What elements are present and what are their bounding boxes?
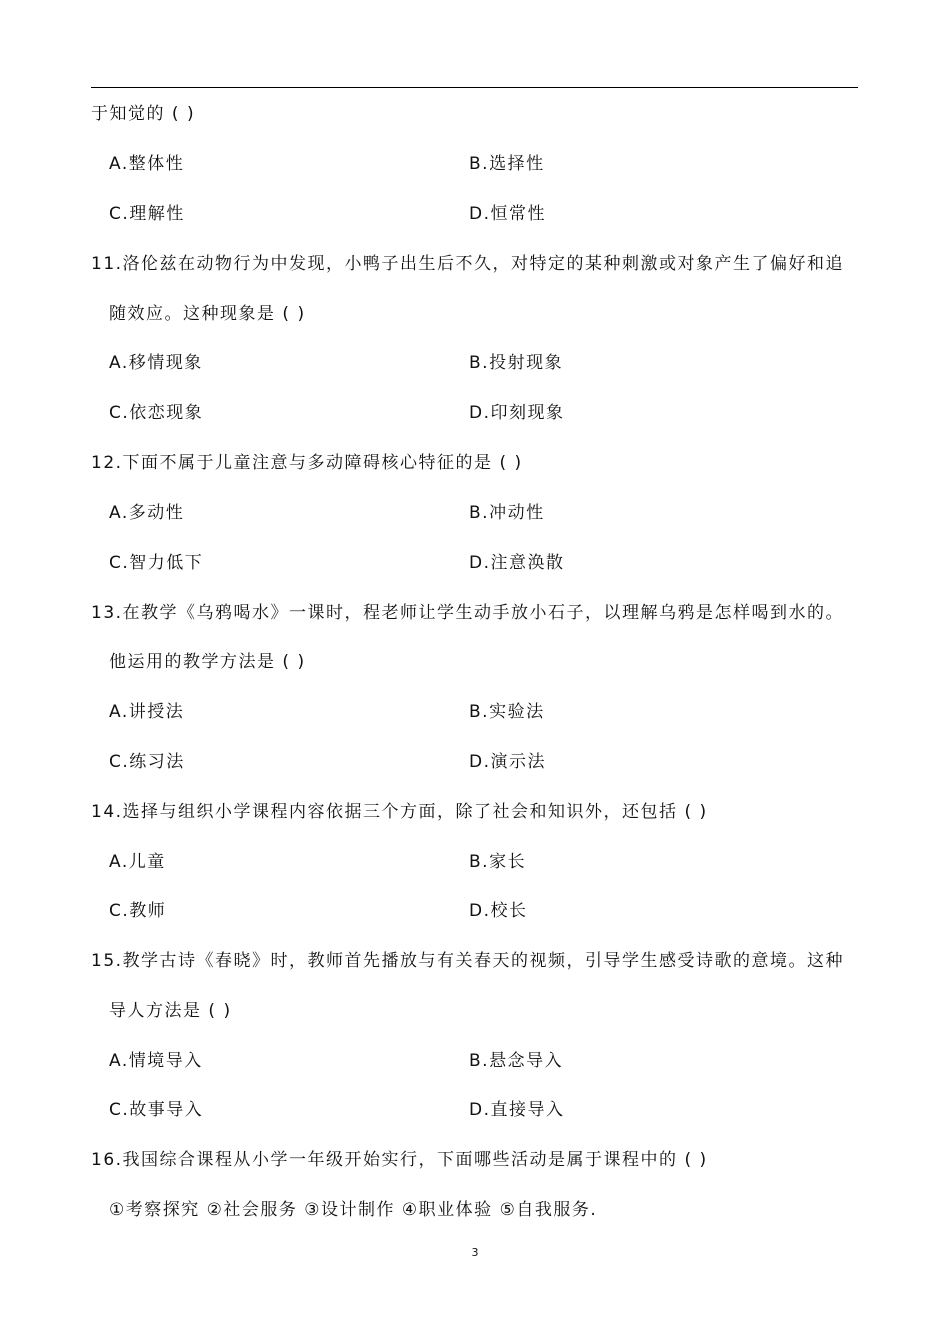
- q10-option-b: B.选择性: [469, 154, 545, 174]
- q10-option-d: D.恒常性: [469, 204, 546, 224]
- question-14-text: 14.选择与组织小学课程内容依据三个方面，除了社会和知识外，还包括 ( ): [91, 802, 708, 822]
- question-10-continuation: 于知觉的 ( ): [91, 104, 196, 124]
- q14-option-c: C.教师: [109, 901, 167, 921]
- question-11-text-cont: 随效应。这种现象是 ( ): [109, 304, 306, 324]
- q13-option-b: B.实验法: [469, 702, 545, 722]
- question-13-text-cont: 他运用的教学方法是 ( ): [109, 652, 306, 672]
- q13-option-a: A.讲授法: [109, 702, 185, 722]
- page-number: 3: [471, 1246, 479, 1259]
- q14-option-b: B.家长: [469, 852, 527, 872]
- q14-option-d: D.校长: [469, 901, 528, 921]
- q15-option-c: C.故事导入: [109, 1100, 204, 1120]
- q13-option-d: D.演示法: [469, 752, 546, 772]
- question-11-text: 11.洛伦兹在动物行为中发现，小鸭子出生后不久，对特定的某种刺激或对象产生了偏好和追: [91, 254, 845, 274]
- question-13-text: 13.在教学《乌鸦喝水》一课时，程老师让学生动手放小石子，以理解乌鸦是怎样喝到水的。: [91, 603, 845, 623]
- q11-option-c: C.依恋现象: [109, 403, 204, 423]
- q11-option-b: B.投射现象: [469, 353, 564, 373]
- q15-option-d: D.直接导入: [469, 1100, 565, 1120]
- q12-option-a: A.多动性: [109, 503, 185, 523]
- q13-option-c: C.练习法: [109, 752, 185, 772]
- q12-option-b: B.冲动性: [469, 503, 545, 523]
- q11-option-d: D.印刻现象: [469, 403, 565, 423]
- q10-option-c: C.理解性: [109, 204, 185, 224]
- q14-option-a: A.儿童: [109, 852, 166, 872]
- q12-option-d: D.注意涣散: [469, 553, 565, 573]
- q15-option-a: A.情境导入: [109, 1051, 203, 1071]
- question-15-text-cont: 导人方法是 ( ): [109, 1001, 232, 1021]
- question-16-items: ①考察探究 ②社会服务 ③设计制作 ④职业体验 ⑤自我服务.: [109, 1200, 598, 1220]
- q11-option-a: A.移情现象: [109, 353, 203, 373]
- question-12-text: 12.下面不属于儿童注意与多动障碍核心特征的是 ( ): [91, 453, 523, 473]
- question-15-text: 15.教学古诗《春晓》时，教师首先播放与有关春天的视频，引导学生感受诗歌的意境。这种: [91, 951, 845, 971]
- q15-option-b: B.悬念导入: [469, 1051, 564, 1071]
- q12-option-c: C.智力低下: [109, 553, 204, 573]
- q10-option-a: A.整体性: [109, 154, 185, 174]
- header-rule: [91, 87, 858, 88]
- question-16-text: 16.我国综合课程从小学一年级开始实行，下面哪些活动是属于课程中的 ( ): [91, 1150, 708, 1170]
